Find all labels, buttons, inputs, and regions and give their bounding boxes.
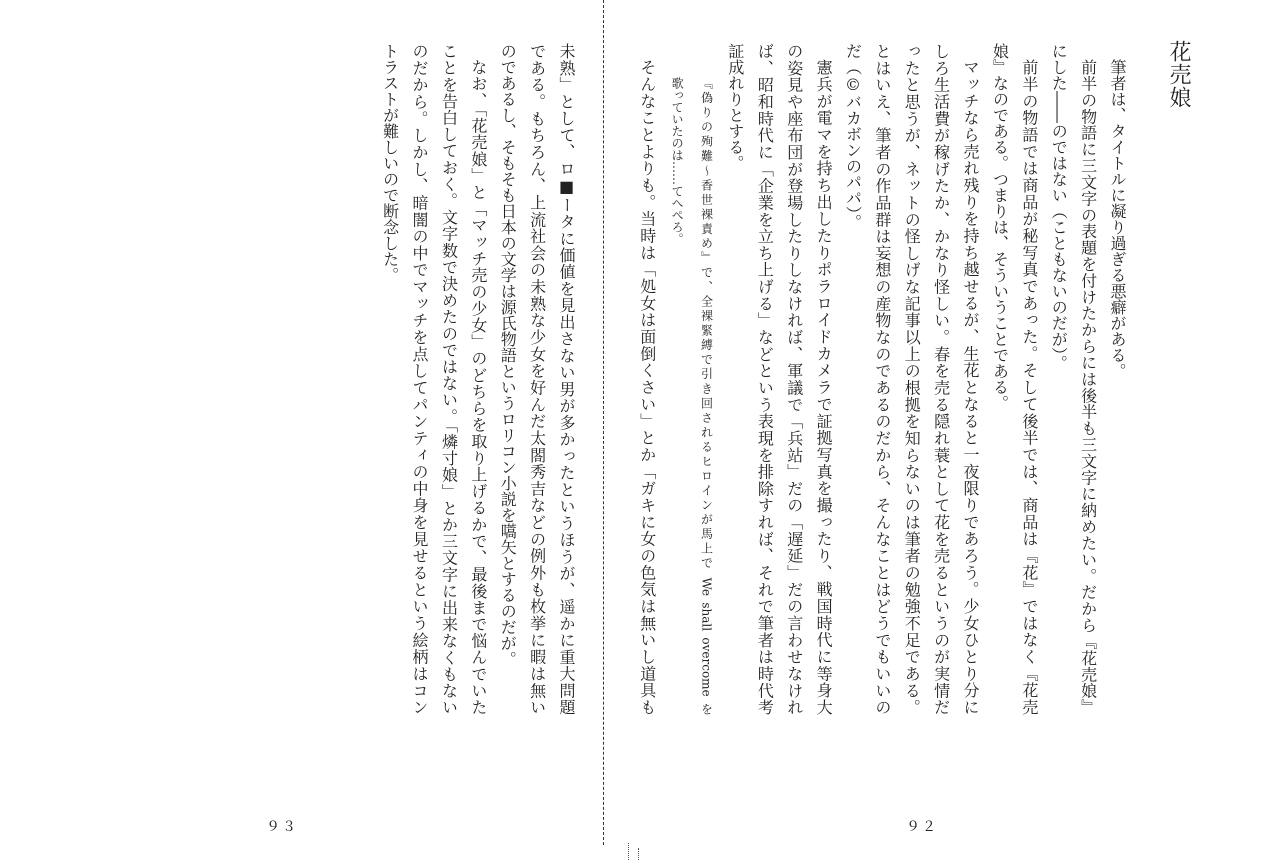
text-line: 証成れりとする。 [725,43,745,171]
text-line: 前半の物語では商品が秘写真であった。そして後半では、商品は『花』ではなく『花売 [1019,59,1039,715]
page-divider [603,0,604,845]
text-line: ば、昭和時代に「企業を立ち上げる」などという表現を排除すれば、それで筆者は時代考 [755,43,775,715]
text-line: だ（©バカボンのパパ）。 [843,43,863,230]
text-line: 娘』なのである。つまりは、そういうことである。 [990,43,1010,411]
text-line: のであるし、そもそも日本の文学は源氏物語というロリコン小説を嚆矢とするのだが。 [498,43,518,667]
text-line: なお、「花売娘」と「マッチ売の少女」のどちらを取り上げるかで、最後まで悩んでいた [468,59,488,715]
left-page-text [375,43,581,715]
page-number-right: ９２ [906,819,938,835]
text-line: マッチなら売れ残りを持ち越せるが、生花となると一夜限りであろう。少女ひとり分に [961,59,981,715]
text-line: とはいえ、筆者の作品群は妄想の産物なのであるのだから、そんなことはどうでもいいの [872,43,892,715]
page-number-left: ９３ [266,819,298,835]
text-line: そんなことよりも。当時は「処女は面倒くさい」とか「ガキに女の色気は無いし道具も [637,59,657,715]
text-line: 筆者は、タイトルに凝り過ぎる悪癖がある。 [1108,59,1127,379]
text-line: ったと思うが、ネットの怪しげな記事以上の根拠を知らないのは筆者の勉強不足である。 [902,43,922,715]
text-line: 前半の物語に三文字の表題を付けたからには後半も三文字に納めたい。だから『花売娘』 [1078,59,1098,715]
text-line: しろ生活費が稼げたか、かなり怪しい。春を売る隠れ蓑として花を売るというのが実情だ [931,43,951,715]
chapter-title: 花売娘 [1166,40,1191,109]
text-line: である。もちろん、上流社会の未熟な少女を好んだ太閤秀吉などの例外も枚挙に暇は無い [527,43,547,715]
text-line: トラストが難しいので断念した。 [380,43,400,283]
text-line: のだから。しかし、暗闇の中でマッチを点してパンティの中身を見せるという絵柄はコン [410,43,430,715]
crop-mark [638,848,641,860]
text-line: 憲兵が電マを持ち出したりポラロイドカメラで証拠写真を撮ったり、戦国時代に等身大 [814,59,834,715]
right-page-text [632,43,1132,715]
text-line: 未熟」として、ロ■ータに価値を見出さない男が多かったというほうが、遥かに重大問題 [557,43,576,716]
small-text-line: 『偽りの殉難～香世裸責め』で、全裸緊縛で引き回されるヒロインが馬上で We shall overcome を [699,77,714,715]
text-line: の姿見や座布団が登場したりしなければ、軍議で「兵站」だの「遅延」だの言わせなけれ [784,43,804,716]
text-line: ことを告白しておく。文字数で決めたのではない。「燐寸娘」とか三文字に出来なくもない [439,43,459,715]
text-line: にした――のではない（こともないのだが）。 [1049,43,1069,371]
small-text-line: 歌っていたのは……てへぺろ。 [670,77,685,245]
